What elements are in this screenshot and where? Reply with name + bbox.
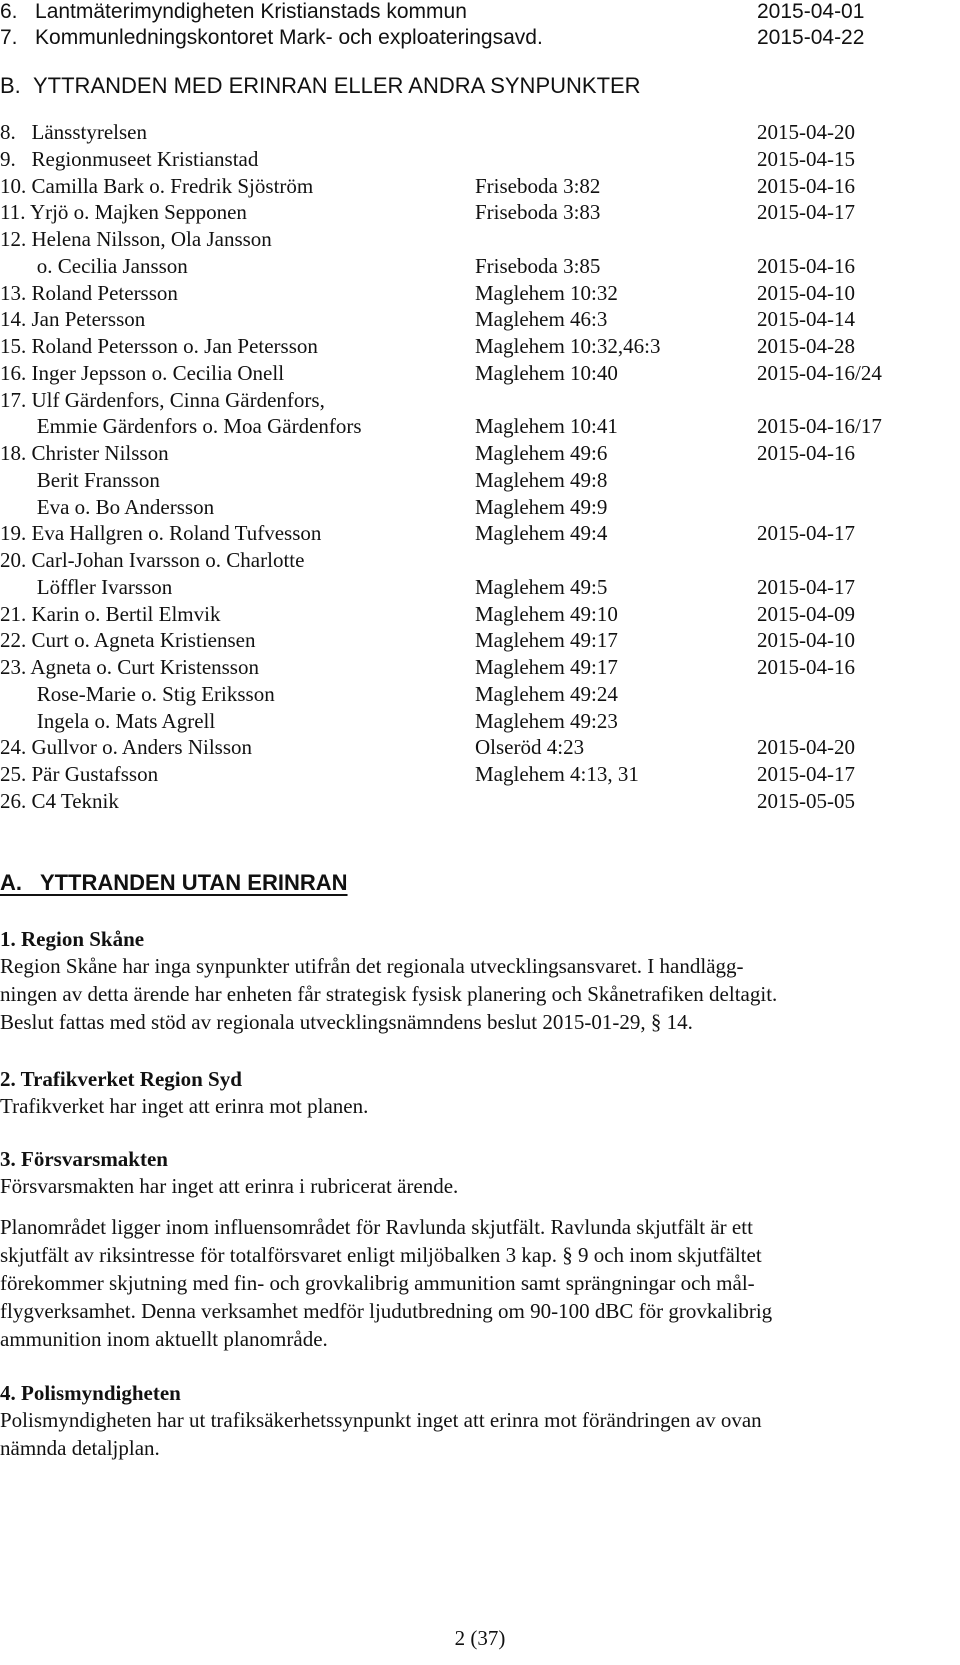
list-item-name: 8. Länsstyrelsen (0, 120, 147, 144)
trafikverket-paragraph: Trafikverket har inget att erinra mot planen. (0, 1094, 369, 1118)
list-item-property: Maglehem 49:9 (475, 494, 608, 519)
list-item-property: Friseboda 3:82 (475, 173, 601, 198)
list-item (0, 760, 960, 788)
forsvarsmakten-paragraph: Försvarsmakten har inget att erinra i rubricerat ärende. (0, 1174, 459, 1198)
list-item-name: 25. Pär Gustafsson (0, 762, 159, 786)
list-item-date: 2015-04-16 (757, 173, 855, 198)
list-item (0, 519, 960, 547)
list-item-date: 2015-04-14 (757, 307, 855, 332)
list-item (0, 0, 960, 26)
list-item-name: 12. Helena Nilsson, Ola Jansson (0, 227, 272, 251)
list-item-name: Berit Fransson (0, 467, 160, 492)
list-item-name: Emmie Gärdenfors o. Moa Gärdenfors (0, 414, 362, 439)
list-item-date: 2015-04-22 (757, 26, 865, 49)
list-item-property: Maglehem 10:41 (475, 414, 618, 439)
list-item-name: Rose-Marie o. Stig Eriksson (0, 681, 275, 706)
page-number: 2 (37) (454, 1626, 506, 1650)
list-item (0, 653, 960, 681)
paragraph-line: Region Skåne har inga synpunkter utifrån det regionala utvecklingsansvaret. I handlägg- (0, 954, 744, 978)
list-item-name: 22. Curt o. Agneta Kristiensen (0, 628, 256, 653)
list-item-name: 16. Inger Jepsson o. Cecilia Onell (0, 360, 285, 385)
list-item (0, 493, 960, 521)
list-item-date: 2015-04-10 (757, 280, 855, 305)
list-item-name: 10. Camilla Bark o. Fredrik Sjöström (0, 173, 314, 198)
list-item-property: Maglehem 49:23 (475, 708, 618, 733)
region-skane-heading: 1. Region Skåne (0, 927, 145, 951)
paragraph-line: Planområdet ligger inom influensområdet för Ravlunda skjutfält. Ravlunda skjutfält är ett (0, 1215, 753, 1239)
list-item-name: 20. Carl-Johan Ivarsson o. Charlotte (0, 548, 305, 572)
list-item-date: 2015-04-28 (757, 334, 855, 358)
list-item-date: 2015-04-16 (757, 441, 855, 465)
list-item (0, 172, 960, 200)
list-item-date: 2015-04-15 (757, 146, 855, 171)
list-item (0, 787, 960, 815)
list-item (0, 412, 960, 440)
list-item-date: 2015-04-20 (757, 120, 855, 144)
list-item-name: Ingela o. Mats Agrell (0, 708, 216, 733)
list-item-name: 18. Christer Nilsson (0, 441, 169, 465)
list-item-property: Maglehem 10:32 (475, 280, 618, 305)
list-item-name: Eva o. Bo Andersson (0, 494, 215, 519)
list-item (0, 573, 960, 601)
list-item-date: 2015-04-16 (757, 253, 855, 278)
list-item-name: 15. Roland Petersson o. Jan Petersson (0, 334, 318, 358)
list-item-date: 2015-04-20 (757, 735, 855, 760)
list-item-name: 24. Gullvor o. Anders Nilsson (0, 735, 252, 760)
list-item-property: Maglehem 49:17 (475, 628, 618, 653)
region-skane-paragraph (0, 952, 950, 1036)
ravlunda-paragraph (0, 1213, 950, 1353)
list-item-date: 2015-04-01 (757, 0, 865, 23)
list-item-name: 11. Yrjö o. Majken Sepponen (0, 200, 247, 225)
list-item-property: Maglehem 49:17 (475, 655, 618, 679)
list-item (0, 600, 960, 628)
polismyndigheten-paragraph (0, 1406, 950, 1462)
list-item-property: Maglehem 49:4 (475, 521, 608, 546)
paragraph-line: ningen av detta ärende har enheten får strategisk fysisk planering och Skånetrafiken deltagit. (0, 982, 778, 1006)
list-item (0, 118, 960, 146)
list-item-date: 2015-04-17 (757, 521, 855, 546)
list-item-property: Maglehem 49:24 (475, 681, 618, 706)
list-item-date: 2015-04-16 (757, 655, 855, 679)
list-item-name: 17. Ulf Gärdenfors, Cinna Gärdenfors, (0, 387, 325, 412)
paragraph-line: förekommer skjutning med fin- och grovkalibrig ammunition samt sprängningar och mål- (0, 1271, 755, 1295)
paragraph-line: ammunition inom aktuellt planområde. (0, 1327, 328, 1351)
list-item-name: 14. Jan Petersson (0, 307, 146, 332)
paragraph-line: flygverksamhet. Denna verksamhet medför ljudutbredning om 90-100 dBC för grovkalibrig (0, 1299, 773, 1323)
list-item-property: Friseboda 3:85 (475, 253, 601, 278)
polismyndigheten-heading: 4. Polismyndigheten (0, 1381, 181, 1405)
list-item (0, 733, 960, 761)
list-item-date: 2015-04-16/24 (757, 360, 882, 385)
list-item-name: o. Cecilia Jansson (0, 253, 188, 278)
list-item-date: 2015-04-17 (757, 200, 855, 225)
list-item (0, 466, 960, 494)
list-item-property: Maglehem 49:10 (475, 601, 618, 626)
list-item-date: 2015-04-17 (757, 762, 855, 786)
list-item-name: 9. Regionmuseet Kristianstad (0, 146, 259, 171)
paragraph-line: nämnda detaljplan. (0, 1436, 160, 1460)
list-item (0, 439, 960, 467)
paragraph-line: Beslut fattas med stöd av regionala utvecklingsnämndens beslut 2015-01-29, § 14. (0, 1010, 693, 1034)
list-item-date: 2015-05-05 (757, 788, 855, 813)
paragraph-line: Polismyndigheten har ut trafiksäkerhetssynpunkt inget att erinra mot förändringen av ovan (0, 1408, 762, 1432)
list-item-property: Olseröd 4:23 (475, 735, 585, 760)
list-item-name: 21. Karin o. Bertil Elmvik (0, 601, 221, 626)
list-item (0, 386, 960, 414)
list-item-name: Löffler Ivarsson (0, 574, 173, 599)
list-item-property: Maglehem 49:8 (475, 467, 608, 492)
list-item-date: 2015-04-10 (757, 628, 855, 653)
list-item-property: Friseboda 3:83 (475, 200, 601, 225)
list-item (0, 359, 960, 387)
list-item (0, 279, 960, 307)
list-item-name: 23. Agneta o. Curt Kristensson (0, 655, 259, 679)
trafikverket-heading: 2. Trafikverket Region Syd (0, 1067, 242, 1091)
list-item-property: Maglehem 4:13, 31 (475, 762, 639, 786)
list-item (0, 332, 960, 360)
list-item-name: 6. Lantmäterimyndigheten Kristianstads kommun (0, 0, 467, 23)
list-item-name: 13. Roland Petersson (0, 280, 178, 305)
forsvarsmakten-heading: 3. Försvarsmakten (0, 1147, 168, 1171)
list-item-name: 26. C4 Teknik (0, 788, 119, 813)
list-item-name: 7. Kommunledningskontoret Mark- och exploateringsavd. (0, 26, 543, 49)
list-item (0, 198, 960, 226)
list-item (0, 680, 960, 708)
list-item (0, 707, 960, 735)
list-item-date: 2015-04-17 (757, 574, 855, 599)
list-item (0, 305, 960, 333)
section-a-heading: A. YTTRANDEN UTAN ERINRAN (0, 870, 348, 895)
list-item (0, 225, 960, 253)
list-item-property: Maglehem 49:5 (475, 574, 608, 599)
section-b-heading: B. YTTRANDEN MED ERINRAN ELLER ANDRA SYNPUNKTER (0, 73, 641, 98)
list-item-date: 2015-04-09 (757, 601, 855, 626)
list-item (0, 626, 960, 654)
paragraph-line: skjutfält av riksintresse för totalförsvaret enligt miljöbalken 3 kap. § 9 och inom skjutfältet (0, 1243, 762, 1267)
list-item-property: Maglehem 10:32,46:3 (475, 334, 661, 358)
list-item-property: Maglehem 10:40 (475, 360, 618, 385)
list-item (0, 252, 960, 280)
list-item-name: 19. Eva Hallgren o. Roland Tufvesson (0, 521, 322, 546)
list-item (0, 145, 960, 173)
list-item-property: Maglehem 46:3 (475, 307, 608, 332)
list-item (0, 24, 960, 52)
list-item (0, 546, 960, 574)
list-item-date: 2015-04-16/17 (757, 414, 882, 439)
list-item-property: Maglehem 49:6 (475, 441, 608, 465)
